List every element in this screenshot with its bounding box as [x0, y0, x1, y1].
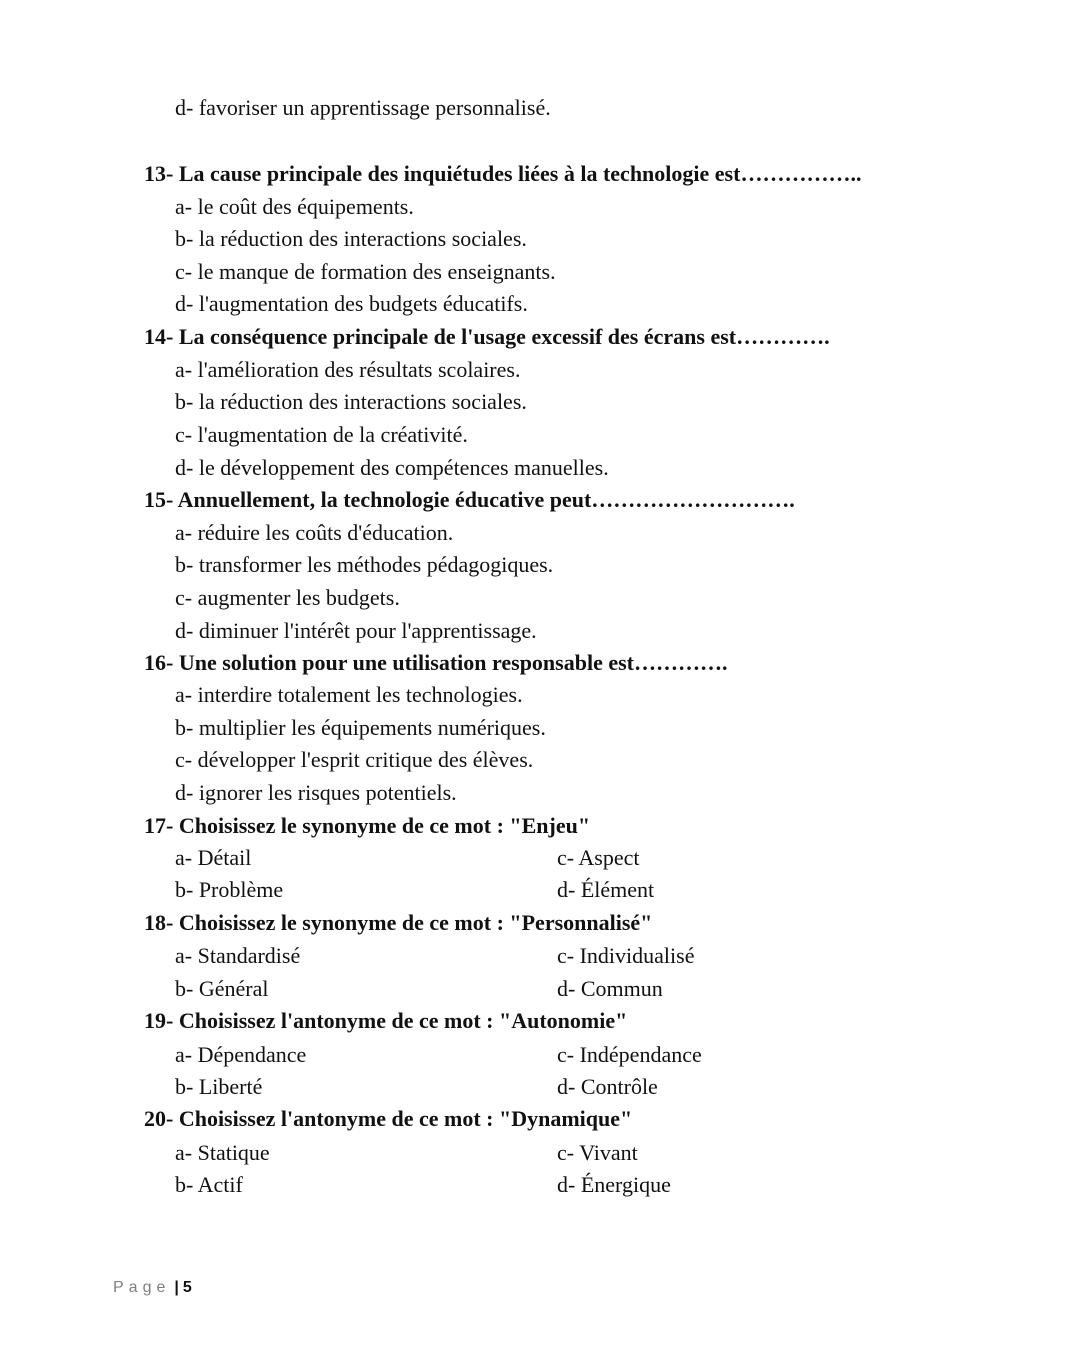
- question-20-option-a: a- Statique: [175, 1140, 270, 1165]
- question-18-option-a: a- Standardisé: [175, 943, 301, 968]
- question-16-stem: 16- Une solution pour une utilisation responsable est………….: [144, 650, 728, 675]
- page-label: Page: [113, 1279, 171, 1296]
- question-19-stem: 19- Choisissez l'antonyme de ce mot : "Autonomie": [144, 1008, 628, 1033]
- question-13-option-c: c- le manque de formation des enseignants.: [175, 259, 556, 284]
- question-17-stem: 17- Choisissez le synonyme de ce mot : "Enjeu": [144, 813, 591, 838]
- question-17-option-d: d- Élément: [557, 877, 655, 902]
- question-15-stem: 15- Annuellement, la technologie éducative peut……………………….: [144, 487, 795, 512]
- option-text: d- favoriser un apprentissage personnalisé.: [175, 95, 551, 120]
- question-14-option-b: b- la réduction des interactions sociales.: [175, 389, 527, 414]
- page-number: 5: [182, 1279, 192, 1296]
- question-16-option-b: b- multiplier les équipements numériques.: [175, 715, 546, 740]
- question-15-option-d: d- diminuer l'intérêt pour l'apprentissage.: [175, 618, 537, 643]
- question-20-option-b: b- Actif: [175, 1172, 243, 1197]
- page-footer: [113, 1277, 192, 1299]
- question-15-option-b: b- transformer les méthodes pédagogiques.: [175, 552, 554, 577]
- question-17-option-a: a- Détail: [175, 845, 252, 870]
- question-13-stem: 13- La cause principale des inquiétudes liées à la technologie est……………..: [144, 161, 862, 186]
- question-19-option-b: b- Liberté: [175, 1074, 263, 1099]
- question-18-stem: 18- Choisissez le synonyme de ce mot : "Personnalisé": [144, 910, 653, 935]
- question-14-option-c: c- l'augmentation de la créativité.: [175, 422, 468, 447]
- question-20-option-c: c- Vivant: [557, 1140, 638, 1165]
- question-18-option-b: b- Général: [175, 976, 269, 1001]
- question-19-option-c: c- Indépendance: [557, 1042, 702, 1067]
- question-15-option-c: c- augmenter les budgets.: [175, 585, 400, 610]
- question-20-option-d: d- Énergique: [557, 1172, 671, 1197]
- question-13-option-a: a- le coût des équipements.: [175, 194, 414, 219]
- question-14-option-a: a- l'amélioration des résultats scolaires.: [175, 357, 521, 382]
- question-13-option-b: b- la réduction des interactions sociales.: [175, 226, 527, 251]
- question-17-option-b: b- Problème: [175, 877, 284, 902]
- question-16-option-d: d- ignorer les risques potentiels.: [175, 780, 457, 805]
- question-14-option-d: d- le développement des compétences manuelles.: [175, 455, 609, 480]
- question-14-stem: 14- La conséquence principale de l'usage excessif des écrans est………….: [144, 324, 830, 349]
- question-15-option-a: a- réduire les coûts d'éducation.: [175, 520, 454, 545]
- question-18-option-c: c- Individualisé: [557, 943, 695, 968]
- question-20-stem: 20- Choisissez l'antonyme de ce mot : "Dynamique": [144, 1106, 633, 1131]
- question-17-option-c: c- Aspect: [557, 845, 640, 870]
- question-18-option-d: d- Commun: [557, 976, 663, 1001]
- question-16-option-c: c- développer l'esprit critique des élèves.: [175, 747, 534, 772]
- question-13-option-d: d- l'augmentation des budgets éducatifs.: [175, 291, 528, 316]
- question-19-option-d: d- Contrôle: [557, 1074, 658, 1099]
- question-16-option-a: a- interdire totalement les technologies.: [175, 682, 523, 707]
- footer-separator: |: [174, 1279, 179, 1296]
- question-19-option-a: a- Dépendance: [175, 1042, 307, 1067]
